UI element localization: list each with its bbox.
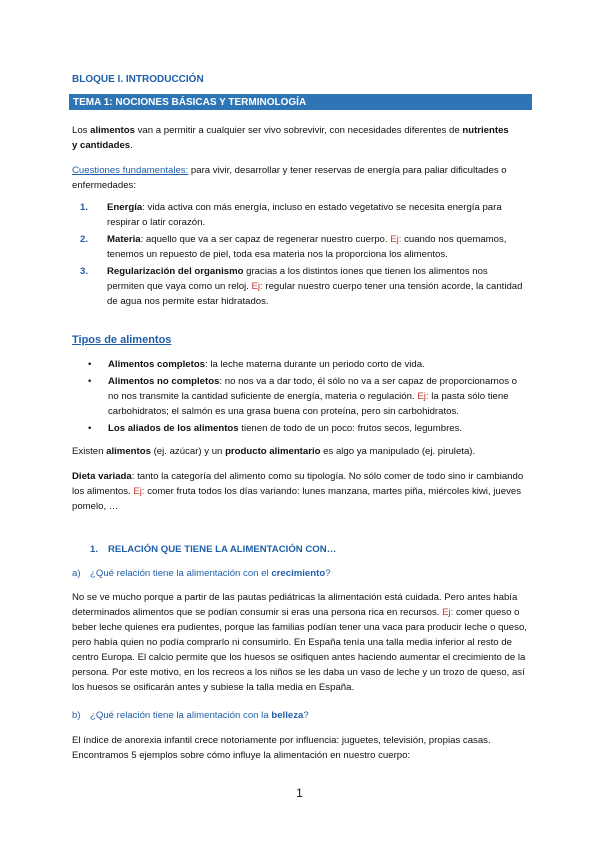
cuestiones-paragraph bbox=[72, 163, 534, 193]
bloque-title: BLOQUE I. INTRODUCCIÓN bbox=[72, 74, 204, 85]
intro-term-nutrientes: nutrientes bbox=[462, 125, 509, 136]
intro-term-alimentos: alimentos bbox=[90, 125, 135, 136]
list-term: Alimentos no completos bbox=[108, 376, 220, 387]
list-text: tienen de todo de un poco: frutos secos, legumbres. bbox=[238, 423, 463, 434]
example-label: Ej: bbox=[417, 391, 429, 402]
subsection-letter: b) bbox=[72, 710, 81, 721]
list-term: Materia bbox=[107, 234, 141, 245]
belleza-paragraph: El índice de anorexia infantil crece notoriamente por influencia: juguetes, televisión, propias casas. Encontramos 5 ejemplos sobre cómo influye la alimentación en nuestro cuerpo: bbox=[72, 735, 491, 761]
bullet-list bbox=[88, 357, 526, 438]
list-text: gracias a los distintos iones que tienen los alimentos nos permiten que vaya como un reloj. bbox=[107, 266, 488, 292]
cuestiones-label: Cuestiones fundamentales: bbox=[72, 165, 189, 176]
list-item bbox=[80, 200, 526, 230]
subsection-b-heading bbox=[72, 708, 309, 723]
cuestiones-text: para vivir, desarrollar y tener reservas de energía para paliar dificultades o enfermedades: bbox=[72, 165, 507, 191]
intro-paragraph bbox=[72, 123, 534, 153]
list-number: 1. bbox=[80, 202, 89, 213]
intro-term-cantidades: y cantidades bbox=[72, 140, 131, 151]
para-a-text: No se ve mucho porque a partir de las pautas pediátricas la alimentación está cuidada. Pero antes había determinados alimentos que se podían consumir si eras una persona rica en recursos. bbox=[72, 592, 518, 618]
existen-text-e: es algo ya manipulado (ej. piruleta). bbox=[320, 446, 476, 457]
subsection-term: crecimiento bbox=[271, 568, 326, 579]
dieta-text: : tanto la categoría del alimento como su tipología. No sólo comer de todo sino ir cambiando los alimentos. bbox=[72, 471, 524, 497]
list-term: Energía bbox=[107, 202, 143, 213]
list-item bbox=[80, 264, 526, 309]
tipos-heading: Tipos de alimentos bbox=[72, 334, 172, 346]
example-label: Ej: bbox=[442, 607, 454, 618]
subsection-text: ¿Qué relación tiene la alimentación con la bbox=[90, 710, 272, 721]
subsection-letter: a) bbox=[72, 568, 81, 579]
list-number: 3. bbox=[80, 266, 89, 277]
list-number: 2. bbox=[80, 234, 89, 245]
list-text: : no nos va a dar todo, él sólo no va a ser capaz de proporcionarnos o no nos transmite la cantidad suficiente de energía, materia o regulación. bbox=[108, 376, 517, 402]
subsection-a-heading bbox=[72, 566, 331, 581]
para-a-text-rest: comer queso o beber leche quienes era pudientes, porque las familias podían tener una vaca para producir leche o queso, pero había quien no podía comprarlo ni consumirlo. En España tenía una talla media inferior al resto de centro Europa. El calcio permite que los huesos se osifiquen antes haciendo aumentar el crecimiento de la persona. Por este motivo, en los recreos a los niños se les daba un vaso de leche y un trozo de queso, así los huesos se osificarán antes y subiese la talla media en España. bbox=[72, 607, 527, 693]
example-label: Ej: bbox=[251, 281, 263, 292]
list-text-rest: cuando nos quemamos, tenemos un repuesto de piel, toda esa materia nos la proporciona los alimentos. bbox=[107, 234, 507, 260]
bullet-icon: • bbox=[88, 376, 92, 387]
tema-title: TEMA 1: NOCIONES BÁSICAS Y TERMINOLOGÍA bbox=[73, 97, 307, 108]
list-item bbox=[80, 232, 526, 262]
dieta-paragraph bbox=[72, 469, 534, 514]
numbered-list bbox=[80, 200, 526, 311]
existen-text-c: (ej. azúcar) y un bbox=[150, 446, 226, 457]
list-text-rest: regular nuestro cuerpo tener una tensión acorde, la cantidad de agua nos permite estar hidratados. bbox=[107, 281, 523, 307]
dieta-text-rest: comer fruta todos los días variando: lunes manzana, martes piña, miércoles kiwi, jueves pomelo, … bbox=[72, 486, 521, 512]
list-text-rest: la pasta sólo tiene carbohidratos; el salmón es una grasa buena con proteína, pero sin carbohidratos. bbox=[108, 391, 509, 417]
list-item bbox=[88, 374, 526, 419]
list-term: Alimentos completos bbox=[108, 359, 206, 370]
example-label: Ej: bbox=[133, 486, 145, 497]
intro-text-f: . bbox=[130, 140, 133, 151]
intro-text-c: van a permitir a cualquier ser vivo sobrevivir, con necesidades diferentes de bbox=[134, 125, 463, 136]
list-item bbox=[88, 357, 526, 372]
section-number: 1. bbox=[90, 544, 99, 555]
subsection-end: ? bbox=[303, 710, 309, 721]
bullet-icon: • bbox=[88, 359, 92, 370]
bullet-icon: • bbox=[88, 423, 92, 434]
list-text: : aquello que va a ser capaz de regenerar nuestro cuerpo. bbox=[140, 234, 391, 245]
existen-term-producto: producto alimentario bbox=[225, 446, 321, 457]
section-title: RELACIÓN QUE TIENE LA ALIMENTACIÓN CON… bbox=[108, 544, 337, 555]
list-text: : vida activa con más energía, incluso en estado vegetativo se necesita energía para respirar o latir corazón. bbox=[107, 202, 502, 228]
intro-text-a: Los bbox=[72, 125, 91, 136]
dieta-term: Dieta variada bbox=[72, 471, 132, 482]
subsection-term: belleza bbox=[271, 710, 304, 721]
list-item bbox=[88, 421, 526, 436]
list-term: Regularización del organismo bbox=[107, 266, 244, 277]
existen-text-a: Existen bbox=[72, 446, 107, 457]
list-text: : la leche materna durante un periodo corto de vida. bbox=[205, 359, 425, 370]
existen-paragraph bbox=[72, 444, 534, 459]
example-label: Ej: bbox=[390, 234, 402, 245]
crecimiento-paragraph bbox=[72, 590, 534, 695]
page-number: 1 bbox=[296, 786, 303, 800]
existen-term-alimentos: alimentos bbox=[106, 446, 151, 457]
list-term: Los aliados de los alimentos bbox=[108, 423, 239, 434]
subsection-text: ¿Qué relación tiene la alimentación con el bbox=[90, 568, 272, 579]
section-heading bbox=[90, 542, 336, 557]
subsection-end: ? bbox=[325, 568, 331, 579]
